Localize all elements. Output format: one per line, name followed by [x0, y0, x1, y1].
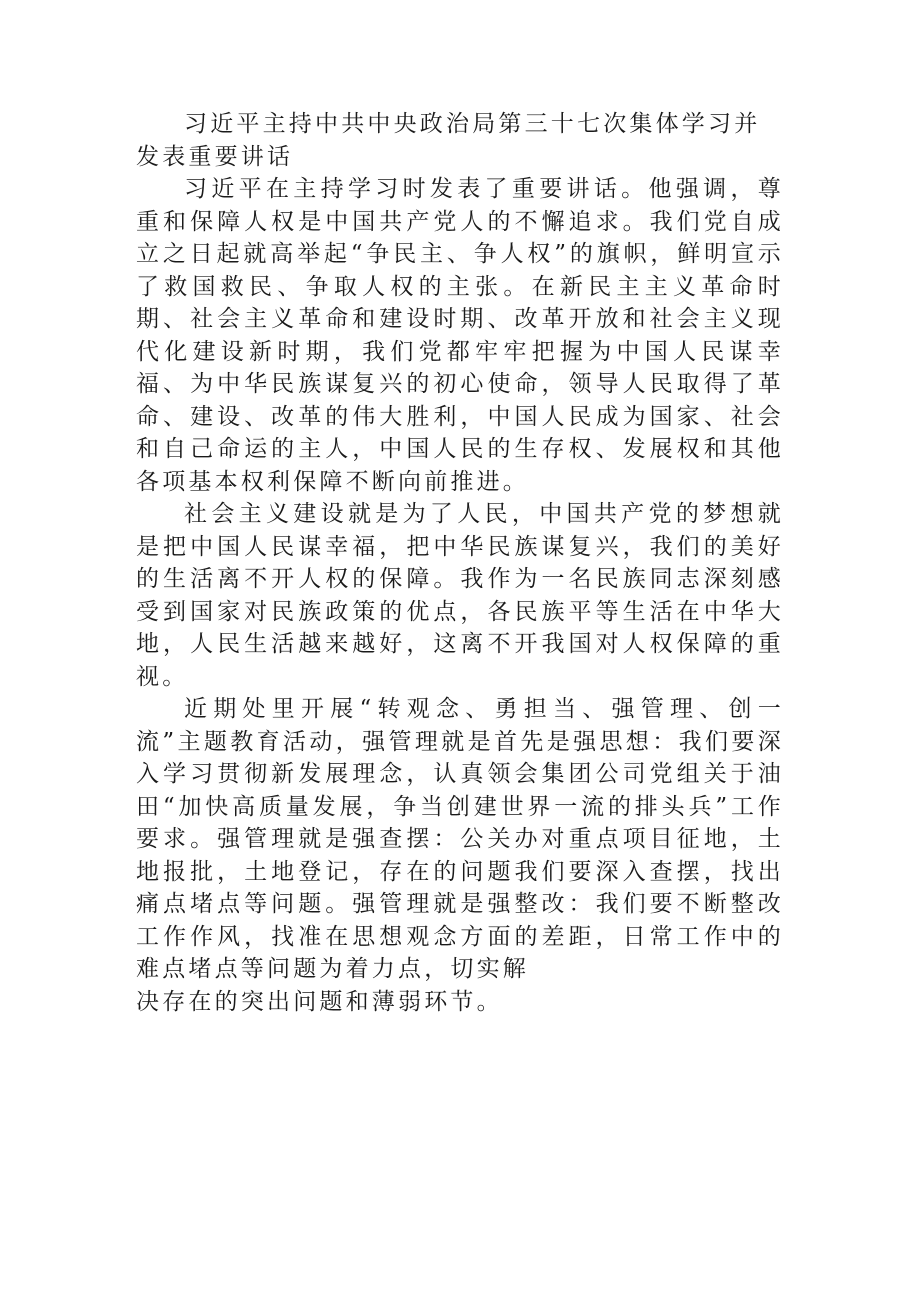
paragraph-3-tail: 决存在的突出问题和薄弱环节。 — [136, 988, 503, 1015]
document-body — [136, 108, 784, 1018]
document-title: 习近平主持中共中央政治局第三十七次集体学习并发表重要讲话 — [136, 111, 761, 170]
paragraph-2: 社会主义建设就是为了人民，中国共产党的梦想就是把中国人民谋幸福，把中华民族谋复兴，我们的美好的生活离不开人权的保障。我作为一名民族同志深刻感受到国家对民族政策的优点，各民族平等生活在中华大地，人民生活越来越好，这离不开我国对人权保障的重视。 — [136, 501, 784, 690]
paragraph-3: 近期处里开展“转观念、勇担当、强管理、创一流”主题教育活动，强管理就是首先是强思想：我们要深入学习贯彻新发展理念，认真领会集团公司党组关于油田“加快高质量发展，争当创建世界一流的排头兵”工作要求。强管理就是强查摆：公关办对重点项目征地，土地报批，土地登记，存在的问题我们要深入查摆，找出痛点堵点等问题。强管理就是强整改：我们要不断整改工作作风，找准在思想观念方面的差距，日常工作中的难点堵点等问题为着力点，切实解 — [136, 696, 784, 982]
paragraph-1: 习近平在主持学习时发表了重要讲话。他强调，尊重和保障人权是中国共产党人的不懈追求。我们党自成立之日起就高举起“争民主、争人权”的旗帜，鲜明宣示了救国救民、争取人权的主张。在新民主主义革命时期、社会主义革命和建设时期、改革开放和社会主义现代化建设新时期，我们党都牢牢把握为中国人民谋幸福、为中华民族谋复兴的初心使命，领导人民取得了革命、建设、改革的伟大胜利，中国人民成为国家、社会和自己命运的主人，中国人民的生存权、发展权和其他各项基本权利保障不断向前推进。 — [136, 176, 784, 495]
